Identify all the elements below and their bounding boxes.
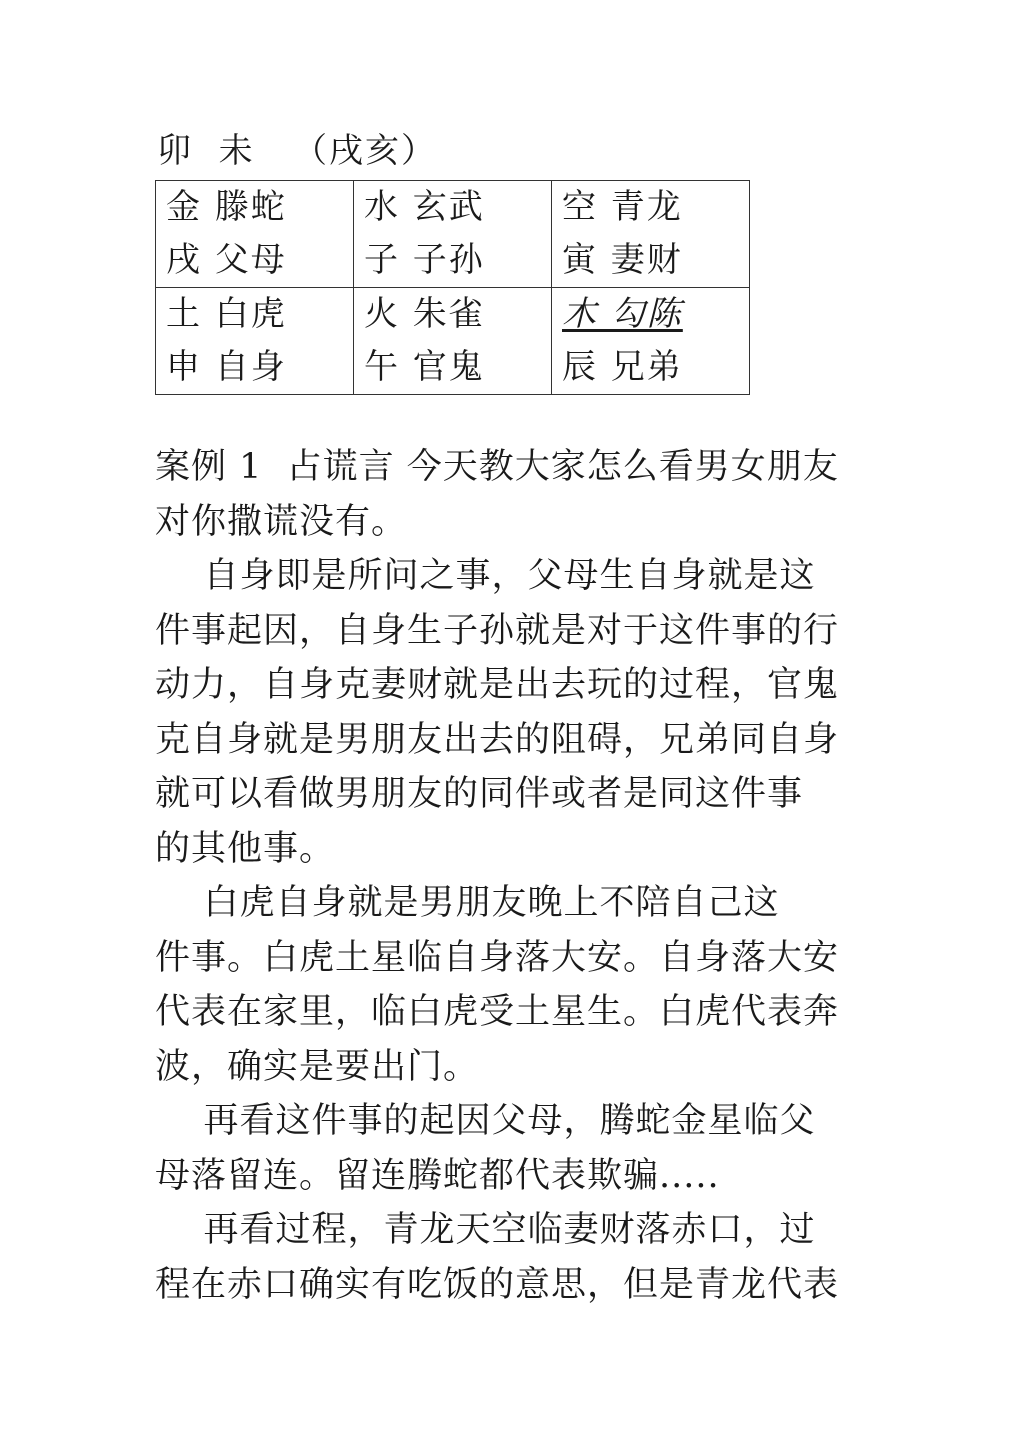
body-text [155,440,875,1312]
text-line: 程在赤口确实有吃饭的意思，但是青龙代表 [155,1264,840,1305]
cell-line-1: 水 玄武 [364,187,485,227]
cell-line-1: 金 滕蛇 [166,187,287,227]
grid-row [156,288,750,395]
grid-cell [552,181,750,288]
text-line: 母落留连。留连腾蛇都代表欺骗..... [155,1155,720,1196]
grid-cell [354,288,552,395]
cell-line-2: 辰 兄弟 [562,347,683,387]
cell-line-1: 土 白虎 [166,294,287,334]
cell-line-2: 寅 妻财 [562,240,683,280]
text-line: 就可以看做男朋友的同伴或者是同这件事 [155,774,804,814]
grid-cell [354,181,552,288]
text-line: 案例 1 占谎言 今天教大家怎么看男女朋友 [155,447,839,487]
text-line: 再看这件事的起因父母，腾蛇金星临父 [155,1101,816,1141]
grid-cell [552,288,750,395]
text-line: 的其他事。 [155,828,336,869]
cell-line-2: 戌 父母 [166,240,287,280]
text-line: 件事。白虎土星临自身落大安。自身落大安 [155,937,840,978]
text-line: 再看过程，青龙天空临妻财落赤口，过 [155,1210,816,1250]
grid-cell [156,181,354,288]
cell-line-1: 空 青龙 [562,187,683,227]
text-line: 白虎自身就是男朋友晚上不陪自己这 [155,883,780,923]
cell-line-2: 子 子孙 [364,240,485,280]
header-line: 卯 未 （戌亥） [157,131,438,171]
grid-cell [156,288,354,395]
cell-line-1-underlined: 木 勾陈 [562,294,683,334]
text-line: 克自身就是男朋友出去的阻碍，兄弟同自身 [155,719,840,760]
text-line: 件事起因，自身生子孙就是对于这件事的行 [155,610,840,651]
text-line: 动力，自身克妻财就是出去玩的过程，官鬼 [155,665,840,705]
text-line: 波，确实是要出门。 [155,1046,480,1087]
cell-line-2: 申 自身 [166,347,287,387]
grid-row [156,181,750,288]
text-line: 自身即是所问之事，父母生自身就是这 [155,556,816,596]
cell-line-2: 午 官鬼 [364,347,485,387]
text-line: 代表在家里，临白虎受土星生。白虎代表奔 [155,992,840,1032]
cell-line-1: 火 朱雀 [364,294,485,334]
divination-grid [155,180,750,395]
text-line: 对你撒谎没有。 [155,501,408,542]
